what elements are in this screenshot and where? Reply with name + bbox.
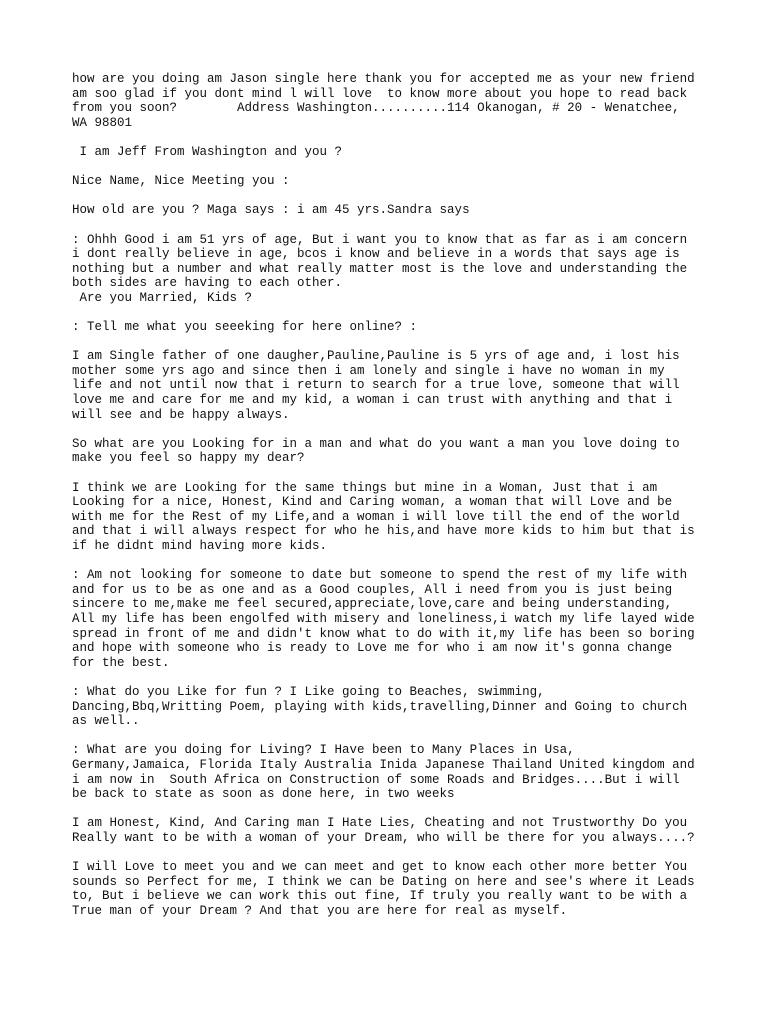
paragraph-intro-address: how are you doing am Jason single here thank you for accepted me as your new friend am soo glad if you dont mind l will love to know more about you hope to read back from you soon? Address Washington..........114 Okanogan, # 20 - Wenatchee, WA 98801 — [72, 72, 695, 130]
paragraph-jeff-intro: I am Jeff From Washington and you ? — [72, 144, 343, 159]
paragraph-honest-kind: I am Honest, Kind, And Caring man I Hate Lies, Cheating and not Trustworthy Do you Really want to be with a woman of your Dream, who will be there for you always....? — [72, 816, 695, 845]
document-page — [72, 72, 712, 933]
paragraph-nice-name: Nice Name, Nice Meeting you : — [72, 174, 290, 189]
paragraph-single-father: I am Single father of one daugher,Pauline,Pauline is 5 yrs of age and, i lost his mother some yrs ago and since then i am lonely and single i have no woman in my life and not until now that i return to search for a true love, someone that will love me and care for me and my kid, a woman i can trust with anything and that i will see and be happy always. — [72, 349, 680, 422]
paragraph-living: : What are you doing for Living? I Have been to Many Places in Usa, Germany,Jamaica, Florida Italy Australia Inida Japanese Thailand United kingdom and i am now in South Africa on Construction of some Roads and Bridges....But i will be back to state as soon as done here, in two weeks — [72, 743, 695, 802]
paragraph-age-answer: : Ohhh Good i am 51 yrs of age, But i want you to know that as far as i am concern i dont really believe in age, bcos i know and believe in a words that says age is nothing but a number and what really matter most is the love and understanding the both sides are having to each other. Are you Married, Kids ? — [72, 232, 688, 305]
paragraph-age-question: How old are you ? Maga says : i am 45 yrs.Sandra says — [72, 203, 470, 218]
paragraph-seeking-question: : Tell me what you seeeking for here online? : — [72, 320, 418, 335]
paragraph-looking-for-woman: I think we are Looking for the same things but mine in a Woman, Just that i am Looking for a nice, Honest, Kind and Caring woman, a woman that will Love and be with me for the Rest of my Life,and a woman i will love till the end of the world and that i will always respect for who he his,and have more kids to him but that is if he didnt mind having more kids. — [72, 480, 695, 553]
paragraph-meet-you: I will Love to meet you and we can meet and get to know each other more better You sounds so Perfect for me, I think we can be Dating on here and see's where it Leads to, But i believe we can work this out fine, If truly you really want to be with a True man of your Dream ? And that you are here for real as myself. — [72, 860, 695, 918]
paragraph-not-looking-to-date: : Am not looking for someone to date but someone to spend the rest of my life with and for us to be as one and as a Good couples, All i need from you is just being sincere to me,make me feel secured,appreciate,love,care and being understanding, All my life has been engolfed with misery and loneliness,i watch my life layed wide spread in front of me and didn't know what to do with it,my life has been so boring and hope with someone who is ready to Love me for who i am now it's gonna change for the best. — [72, 568, 695, 670]
paragraph-looking-for-man: So what are you Looking for in a man and what do you want a man you love doing to make you feel so happy my dear? — [72, 436, 680, 466]
paragraph-fun: : What do you Like for fun ? I Like going to Beaches, swimming, Dancing,Bbq,Writting Poem, playing with kids,travelling,Dinner and Going to church as well.. — [72, 684, 688, 729]
